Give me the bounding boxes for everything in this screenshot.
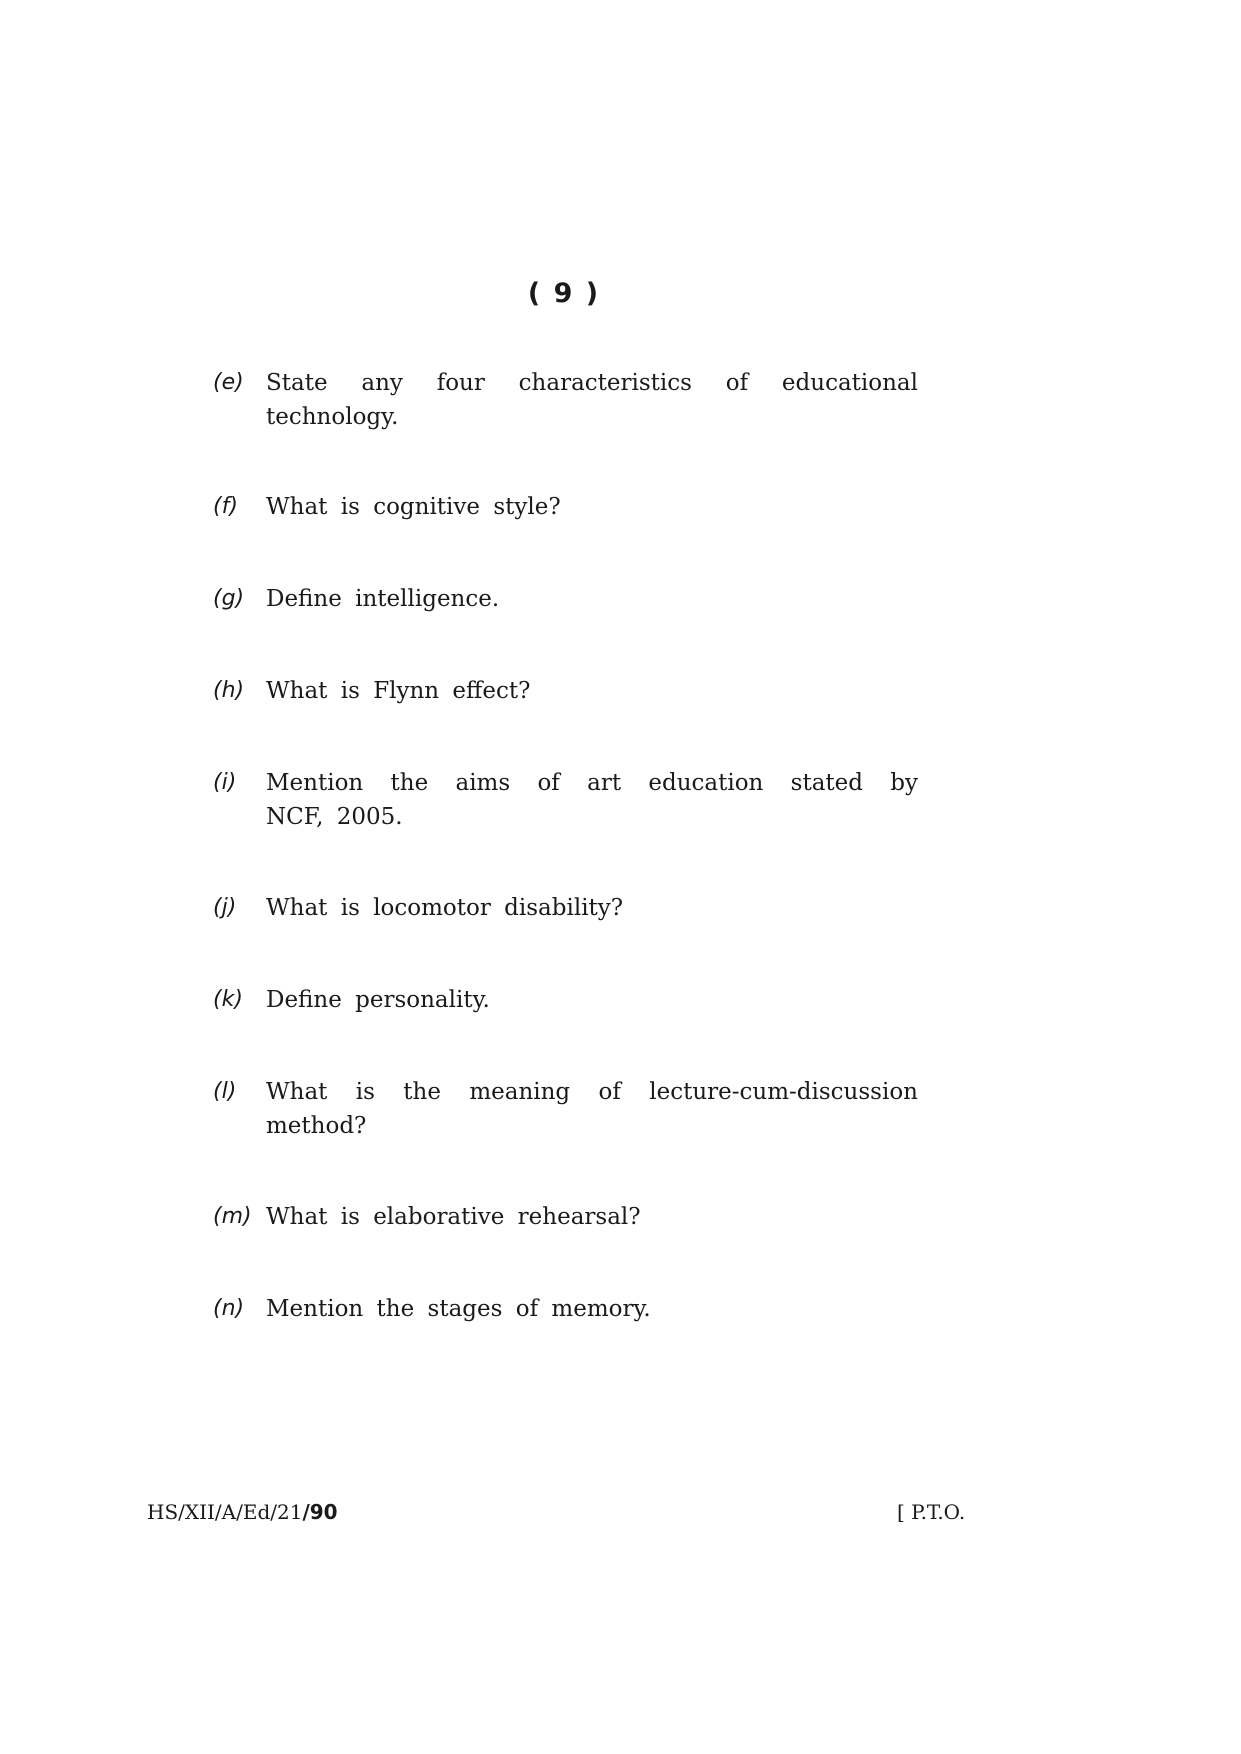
question-text-line-2: method?: [266, 1113, 367, 1139]
question-text: Mention the stages of memory.: [266, 1296, 651, 1322]
question-text: Define personality.: [266, 987, 490, 1013]
question-text: What is Flynn effect?: [266, 678, 531, 704]
question-text-line-2: technology.: [266, 404, 399, 430]
paper-code-prefix: HS/XII/A/Ed/21: [147, 1500, 303, 1524]
page-number: ( 9 ): [527, 278, 601, 309]
question-text: Define intelligence.: [266, 586, 500, 612]
question-label: (h): [213, 678, 245, 703]
question-label: (j): [213, 895, 237, 920]
question-label: (f): [213, 494, 238, 519]
question-label: (i): [213, 770, 237, 795]
question-text: [266, 366, 918, 434]
question-j: [213, 891, 918, 925]
pto-note: [ P.T.O.: [897, 1500, 966, 1524]
question-text: [266, 1075, 918, 1143]
question-text-line-1: Mention the aims of art education stated by: [266, 770, 918, 796]
question-m: [213, 1200, 918, 1234]
question-k: [213, 983, 918, 1017]
question-text: What is elaborative rehearsal?: [266, 1204, 641, 1230]
question-text: What is cognitive style?: [266, 494, 561, 520]
question-f: [213, 490, 918, 524]
question-h: [213, 674, 918, 708]
question-g: [213, 582, 918, 616]
question-text-line-1: State any four characteristics of educational: [266, 370, 918, 396]
question-label: (e): [213, 370, 244, 395]
question-label: (k): [213, 987, 243, 1012]
question-e: [213, 366, 918, 434]
question-text: [266, 766, 918, 834]
question-label: (g): [213, 586, 245, 611]
question-l: [213, 1075, 918, 1143]
question-text: What is locomotor disability?: [266, 895, 624, 921]
question-label: (n): [213, 1296, 245, 1321]
question-i: [213, 766, 918, 834]
question-text-line-1: What is the meaning of lecture-cum-discussion: [266, 1079, 918, 1105]
question-n: [213, 1292, 918, 1326]
question-text-line-2: NCF, 2005.: [266, 804, 403, 830]
paper-code-suffix: /90: [302, 1500, 338, 1524]
question-label: (m): [213, 1204, 252, 1229]
paper-code: [147, 1500, 338, 1524]
question-label: (l): [213, 1079, 237, 1104]
